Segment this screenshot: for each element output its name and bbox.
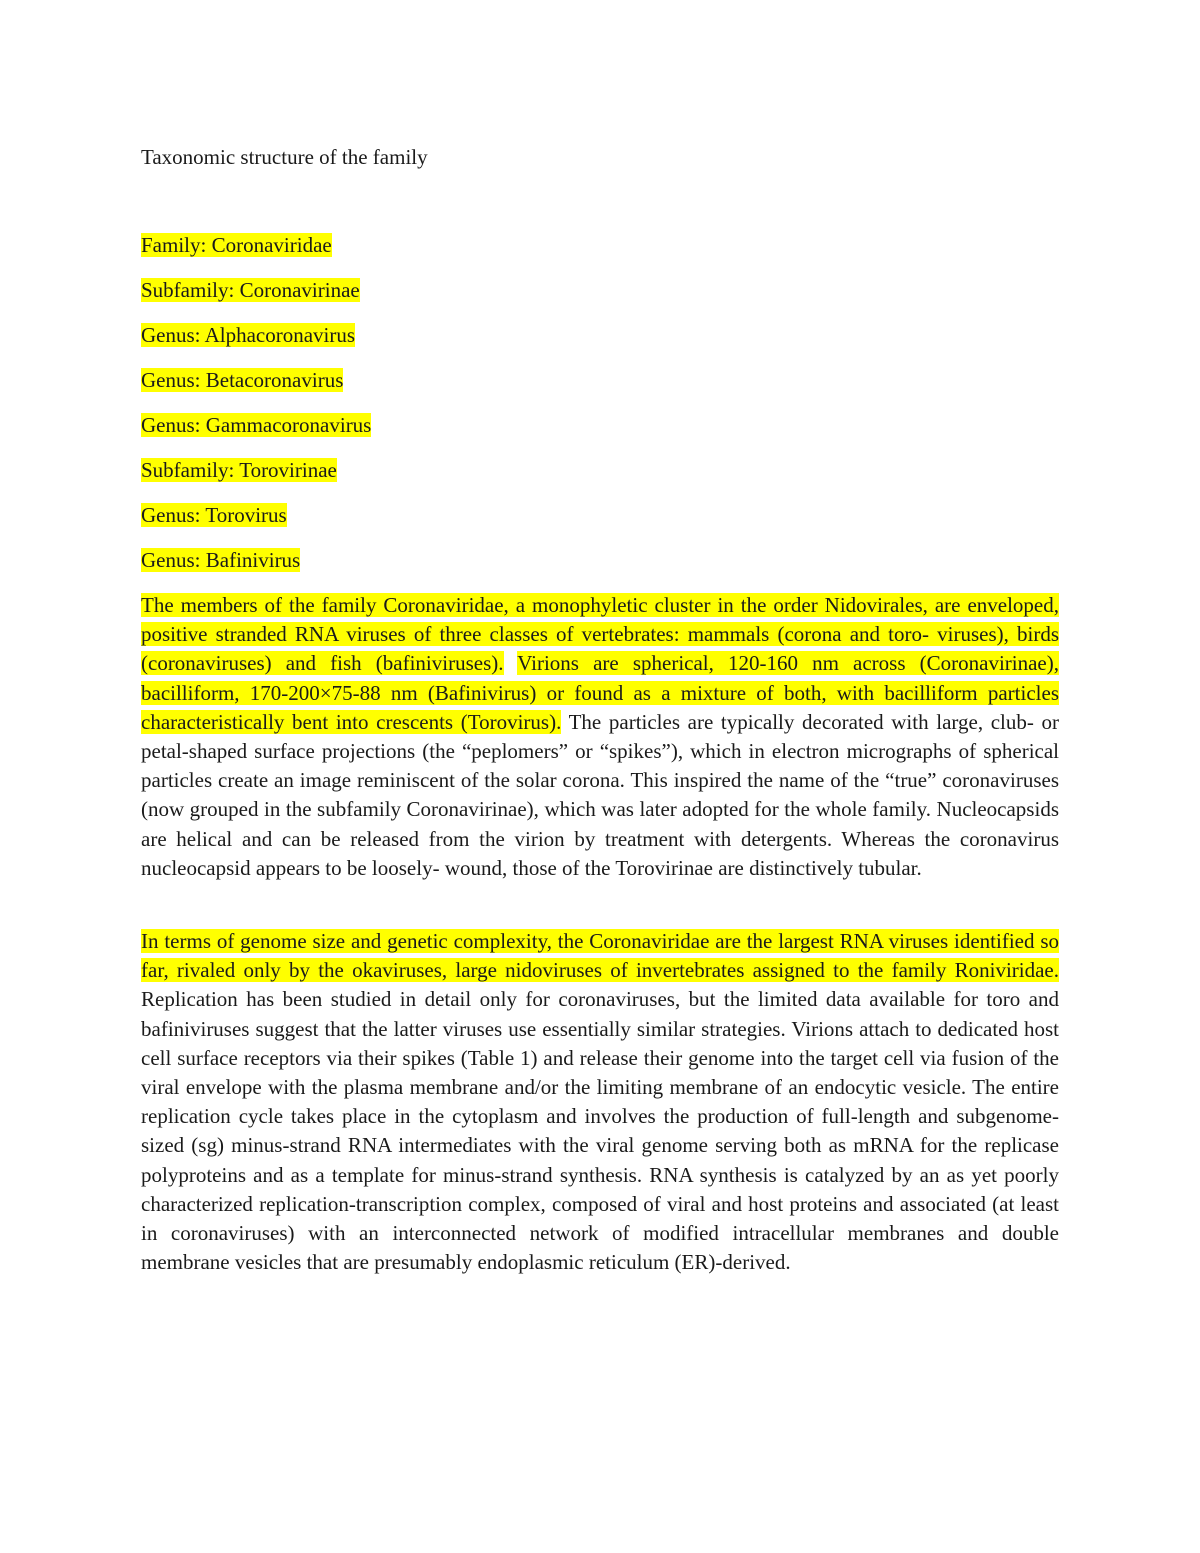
highlighted-text: Genus: Torovirus: [141, 503, 287, 527]
taxonomy-list: [141, 231, 371, 591]
highlighted-text: The members of the family Coronaviridae, a monophyletic cluster in the order Nidovirales, are enveloped, positive stranded RNA viruses of three classes of vertebrates: mammals (corona and toro- viruses), birds (coronaviruses) and fish (bafiniviruses).: [141, 593, 1059, 676]
taxonomy-item-genus: [141, 366, 371, 411]
paragraph-genome-replication: [141, 927, 1059, 1277]
highlighted-text: Genus: Gammacoronavirus: [141, 413, 372, 437]
highlighted-text: Genus: Alphacoronavirus: [141, 323, 356, 347]
body-text: The particles are typically decorated with large, club- or petal-shaped surface projections (the “peplomers” or “spikes”), which in electron micrographs of spherical particles create an image reminiscent of the solar corona. This inspired the name of the “true” coronaviruses (now grouped in the subfamily Coronavirinae), which was later adopted for the whole family. Nucleocapsids are helical and can be released from the virion by treatment with detergents. Whereas the coronavirus nucleocapsid appears to be loosely- wound, those of the Torovirinae are distinctively tubular.: [141, 709, 1059, 880]
highlighted-text: Subfamily: Coronavirinae: [141, 278, 360, 302]
body-text: Replication has been studied in detail only for coronaviruses, but the limited data available for toro and bafiniviruses suggest that the latter viruses use essentially similar strategies. Virions attach to dedicated host cell surface receptors via their spikes (Table 1) and release their genome into the target cell via fusion of the viral envelope with the plasma membrane and/or the limiting membrane of an endocytic vesicle. The entire replication cycle takes place in the cytoplasm and involves the production of full-length and subgenome-sized (sg) minus-strand RNA intermediates with the viral genome serving both as mRNA for the replicase polyproteins and as a template for minus-strand synthesis. RNA synthesis is catalyzed by an as yet poorly characterized replication-transcription complex, composed of viral and host proteins and associated (at least in coronaviruses) with an interconnected network of modified intracellular membranes and double membrane vesicles that are presumably endoplasmic reticulum (ER)-derived.: [141, 987, 1059, 1275]
taxonomy-item-genus: [141, 411, 371, 456]
highlighted-text: In terms of genome size and genetic complexity, the Coronaviridae are the largest RNA viruses identified so far, rivaled only by the okaviruses, large nidoviruses of invertebrates assigned to the family Roniviridae.: [141, 929, 1059, 983]
highlighted-text: Family: Coronaviridae: [141, 233, 332, 257]
taxonomy-item-genus: [141, 546, 371, 591]
taxonomy-item-genus: [141, 321, 371, 366]
taxonomy-item-genus: [141, 501, 371, 546]
highlighted-text: Genus: Betacoronavirus: [141, 368, 344, 392]
highlighted-text: Subfamily: Torovirinae: [141, 458, 337, 482]
paragraph-family-description: [141, 591, 1059, 883]
document-title: Taxonomic structure of the family: [141, 145, 428, 169]
taxonomy-item-subfamily: [141, 456, 371, 501]
taxonomy-item-subfamily: [141, 276, 371, 321]
highlighted-text: Genus: Bafinivirus: [141, 548, 301, 572]
taxonomy-item-family: [141, 231, 371, 276]
highlighted-text: Virions are spherical, 120-160 nm across (Coronavirinae), bacilliform, 170-200×75-88 nm (Bafinivirus) or found as a mixture of both, with bacilliform particles characteristically bent into crescents (Torovirus).: [141, 651, 1059, 734]
